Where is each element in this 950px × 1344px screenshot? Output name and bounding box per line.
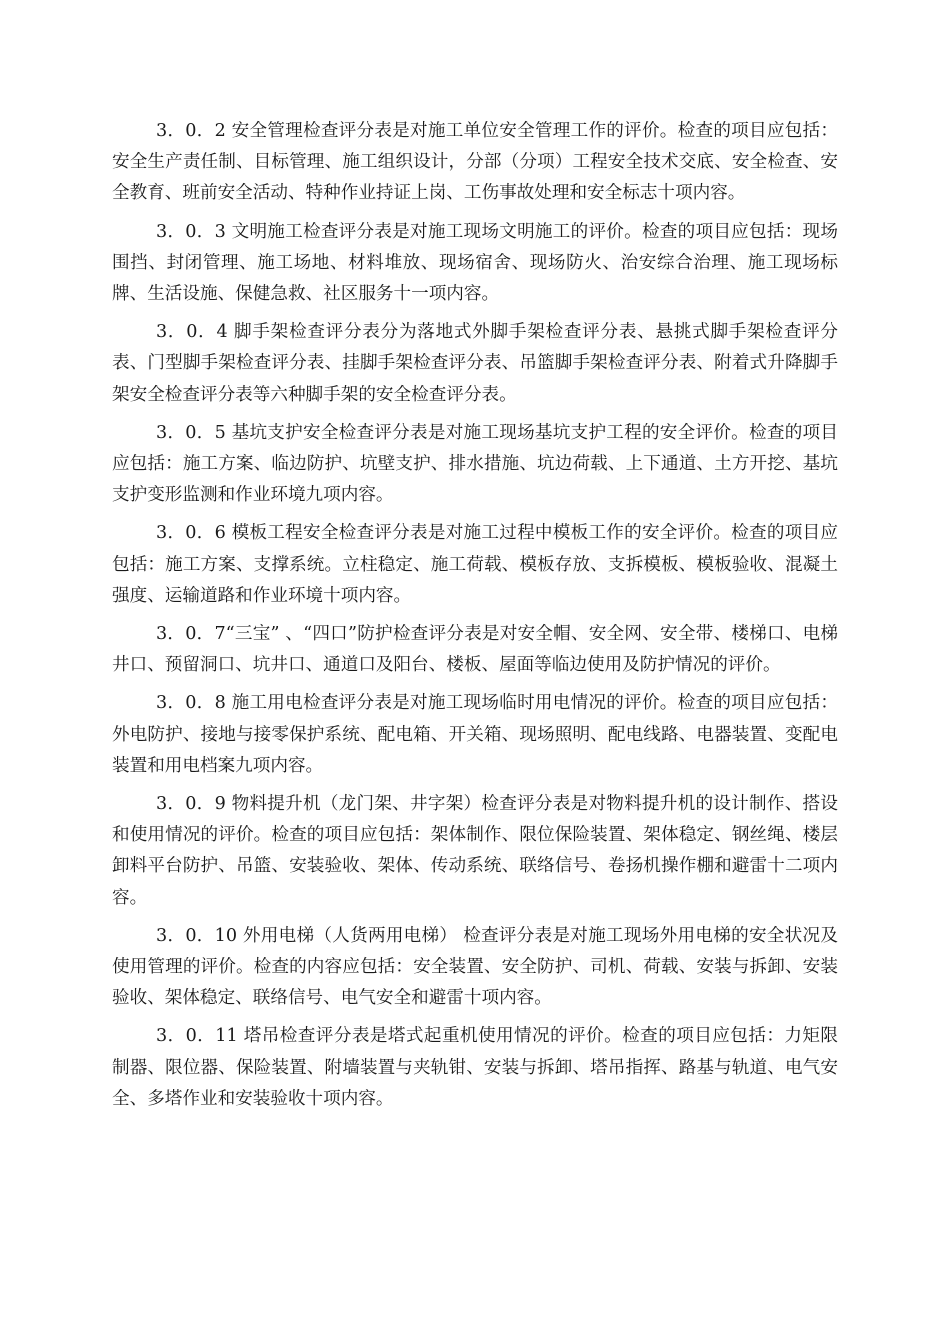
clause-number: 3．0．10 [156, 925, 238, 946]
clause-3-0-5 [112, 418, 838, 512]
clause-number: 3．0．6 [156, 523, 226, 544]
clause-3-0-7 [112, 619, 838, 681]
clause-text: 物料提升机（龙门架、井字架）检查评分表是对物料提升机的设计制作、搭设和使用情况的评价。检查的项目应包括：架体制作、限位保险装置、架体稳定、钢丝绳、楼层卸料平台防护、吊篮、安装验收、架体、传动系统、联络信号、卷扬机操作棚和避雷十二项内容。 [112, 794, 838, 908]
clause-text: 外用电梯（人货两用电梯） 检查评分表是对施工现场外用电梯的安全状况及使用管理的评价。检查的内容应包括：安全装置、安全防护、司机、荷载、安装与拆卸、安装验收、架体稳定、联络信号、电气安全和避雷十项内容。 [112, 925, 838, 1009]
clause-text: 脚手架检查评分表分为落地式外脚手架检查评分表、悬挑式脚手架检查评分表、门型脚手架检查评分表、挂脚手架检查评分表、吊篮脚手架检查评分表、附着式升降脚手架安全检查评分表等六种脚手架的安全检查评分表。 [112, 322, 838, 405]
clause-number: 3．0．2 [156, 121, 226, 141]
clause-3-0-11 [112, 1021, 838, 1115]
clause-3-0-10 [112, 921, 838, 1015]
clause-number: 3．0．5 [156, 422, 226, 443]
clause-3-0-3 [112, 217, 838, 311]
clause-3-0-6 [112, 518, 838, 612]
clause-text: “三宝” 、“四口”防护检查评分表是对安全帽、安全网、安全带、楼梯口、电梯井口、预留洞口、坑井口、通道口及阳台、楼板、屋面等临边使用及防护情况的评价。 [112, 624, 838, 676]
document-body [112, 116, 838, 1122]
clause-text: 基坑支护安全检查评分表是对施工现场基坑支护工程的安全评价。检查的项目应包括：施工方案、临边防护、坑壁支护、排水措施、坑边荷载、上下通道、土方开挖、基坑支护变形监测和作业环境九项内容。 [112, 422, 838, 506]
clause-3-0-8 [112, 688, 838, 782]
clause-3-0-9 [112, 789, 838, 914]
clause-text: 文明施工检查评分表是对施工现场文明施工的评价。检查的项目应包括：现场围挡、封闭管理、施工场地、材料堆放、现场宿舍、现场防火、治安综合治理、施工现场标牌、生活设施、保健急救、社区服务十一项内容。 [112, 221, 838, 305]
clause-number: 3．0．7 [156, 624, 226, 645]
clause-number: 3．0．8 [156, 693, 226, 714]
clause-3-0-4 [112, 317, 838, 411]
clause-text: 安全管理检查评分表是对施工单位安全管理工作的评价。检查的项目应包括：安全生产责任制、目标管理、施工组织设计，分部（分项）工程安全技术交底、安全检查、安全教育、班前安全活动、特种作业持证上岗、工伤事故处理和安全标志十项内容。 [112, 121, 838, 204]
clause-text: 塔吊检查评分表是塔式起重机使用情况的评价。检查的项目应包括：力矩限制器、限位器、保险装置、附墙装置与夹轨钳、安装与拆卸、塔吊指挥、路基与轨道、电气安全、多塔作业和安装验收十项内容。 [112, 1026, 838, 1109]
clause-number: 3．0．3 [156, 221, 226, 242]
clause-text: 施工用电检查评分表是对施工现场临时用电情况的评价。检查的项目应包括：外电防护、接地与接零保护系统、配电箱、开关箱、现场照明、配电线路、电器装置、变配电装置和用电档案九项内容。 [112, 693, 838, 776]
clause-number: 3．0．4 [156, 322, 228, 343]
clause-number: 3．0．9 [156, 794, 226, 815]
clause-number: 3．0．11 [156, 1026, 238, 1047]
clause-text: 模板工程安全检查评分表是对施工过程中模板工作的安全评价。检查的项目应包括：施工方案、支撑系统。立柱稳定、施工荷载、模板存放、支拆模板、模板验收、混凝土强度、运输道路和作业环境十项内容。 [112, 523, 838, 606]
clause-3-0-2 [112, 116, 838, 210]
